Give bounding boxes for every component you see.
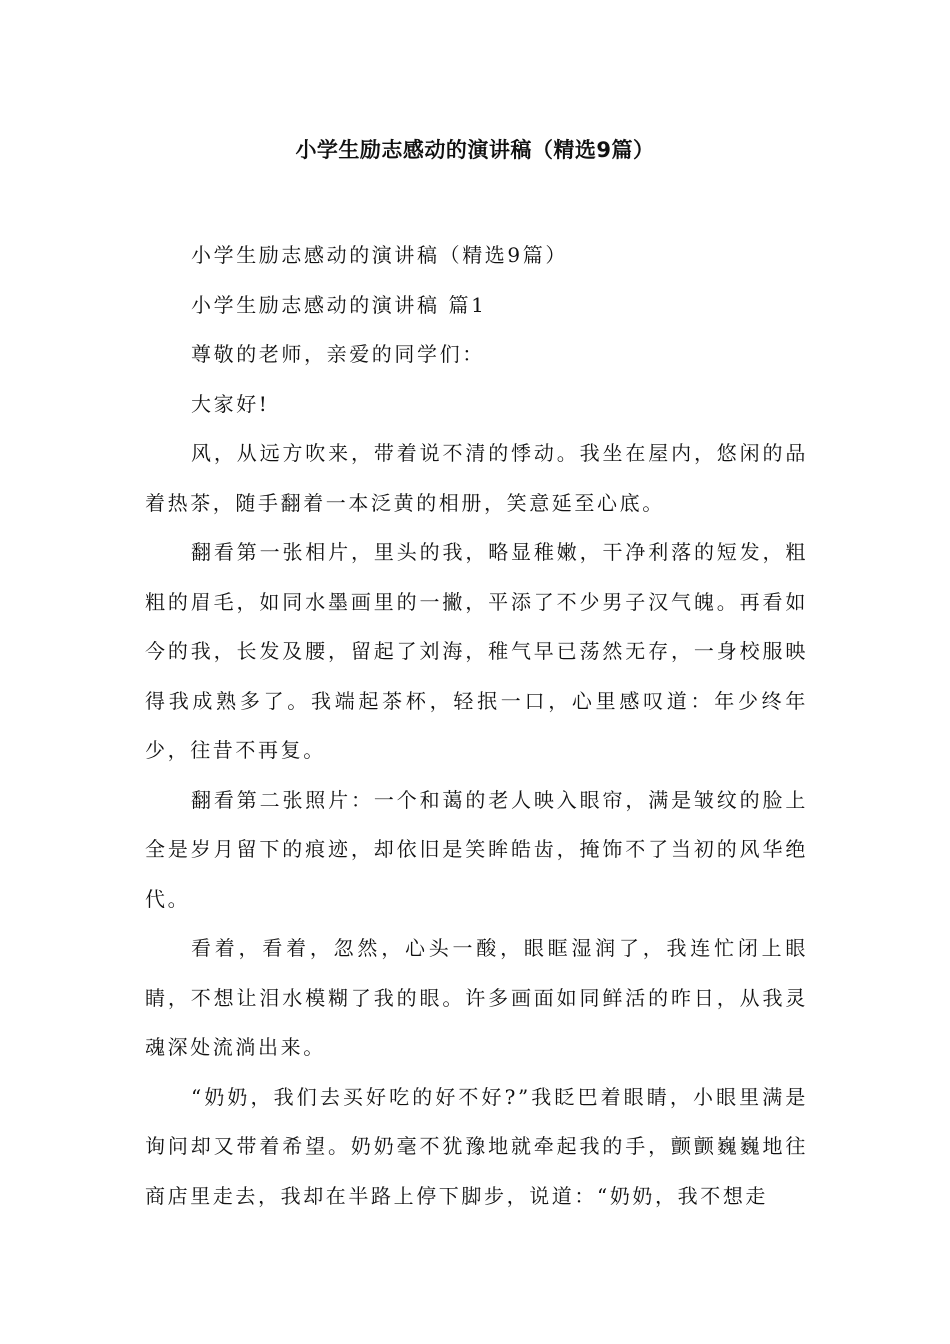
body-paragraph: 风，从远方吹来，带着说不清的悸动。我坐在屋内，悠闲的品着热茶，随手翻着一本泛黄的相册，笑意延至心底。 — [145, 441, 808, 515]
body-paragraph-heading: 小学生励志感动的演讲稿（精选9篇） — [191, 243, 568, 267]
body-paragraph: 翻看第二张照片：一个和蔼的老人映入眼帘，满是皱纹的脸上全是岁月留下的痕迹，却依旧是笑眸皓齿，掩饰不了当初的风华绝代。 — [145, 787, 808, 911]
body-paragraph: 看着，看着，忽然，心头一酸，眼眶湿润了，我连忙闭上眼睛，不想让泪水模糊了我的眼。许多画面如同鲜活的昨日，从我灵魂深处流淌出来。 — [145, 936, 808, 1059]
document-title: 小学生励志感动的演讲稿（精选9篇） — [295, 138, 655, 162]
body-paragraph: “奶奶，我们去买好吃的好不好?”我眨巴着眼睛，小眼里满是询问却又带着希望。奶奶毫不犹豫地就牵起我的手，颤颤巍巍地往商店里走去，我却在半路上停下脚步，说道：“奶奶，我不想走 — [145, 1084, 808, 1208]
body-paragraph-section-title: 小学生励志感动的演讲稿 篇1 — [191, 292, 487, 317]
body-paragraph-salutation: 尊敬的老师，亲爱的同学们： — [191, 342, 485, 366]
document-body — [145, 231, 808, 1221]
body-paragraph-greeting: 大家好! — [191, 391, 270, 416]
body-paragraph: 翻看第一张相片，里头的我，略显稚嫩，干净利落的短发，粗粗的眉毛，如同水墨画里的一撇，平添了不少男子汉气魄。再看如今的我，长发及腰，留起了刘海，稚气早已荡然无存，一身校服映得我成熟多了。我端起茶杯，轻抿一口，心里感叹道：年少终年少，往昔不再复。 — [145, 540, 808, 762]
